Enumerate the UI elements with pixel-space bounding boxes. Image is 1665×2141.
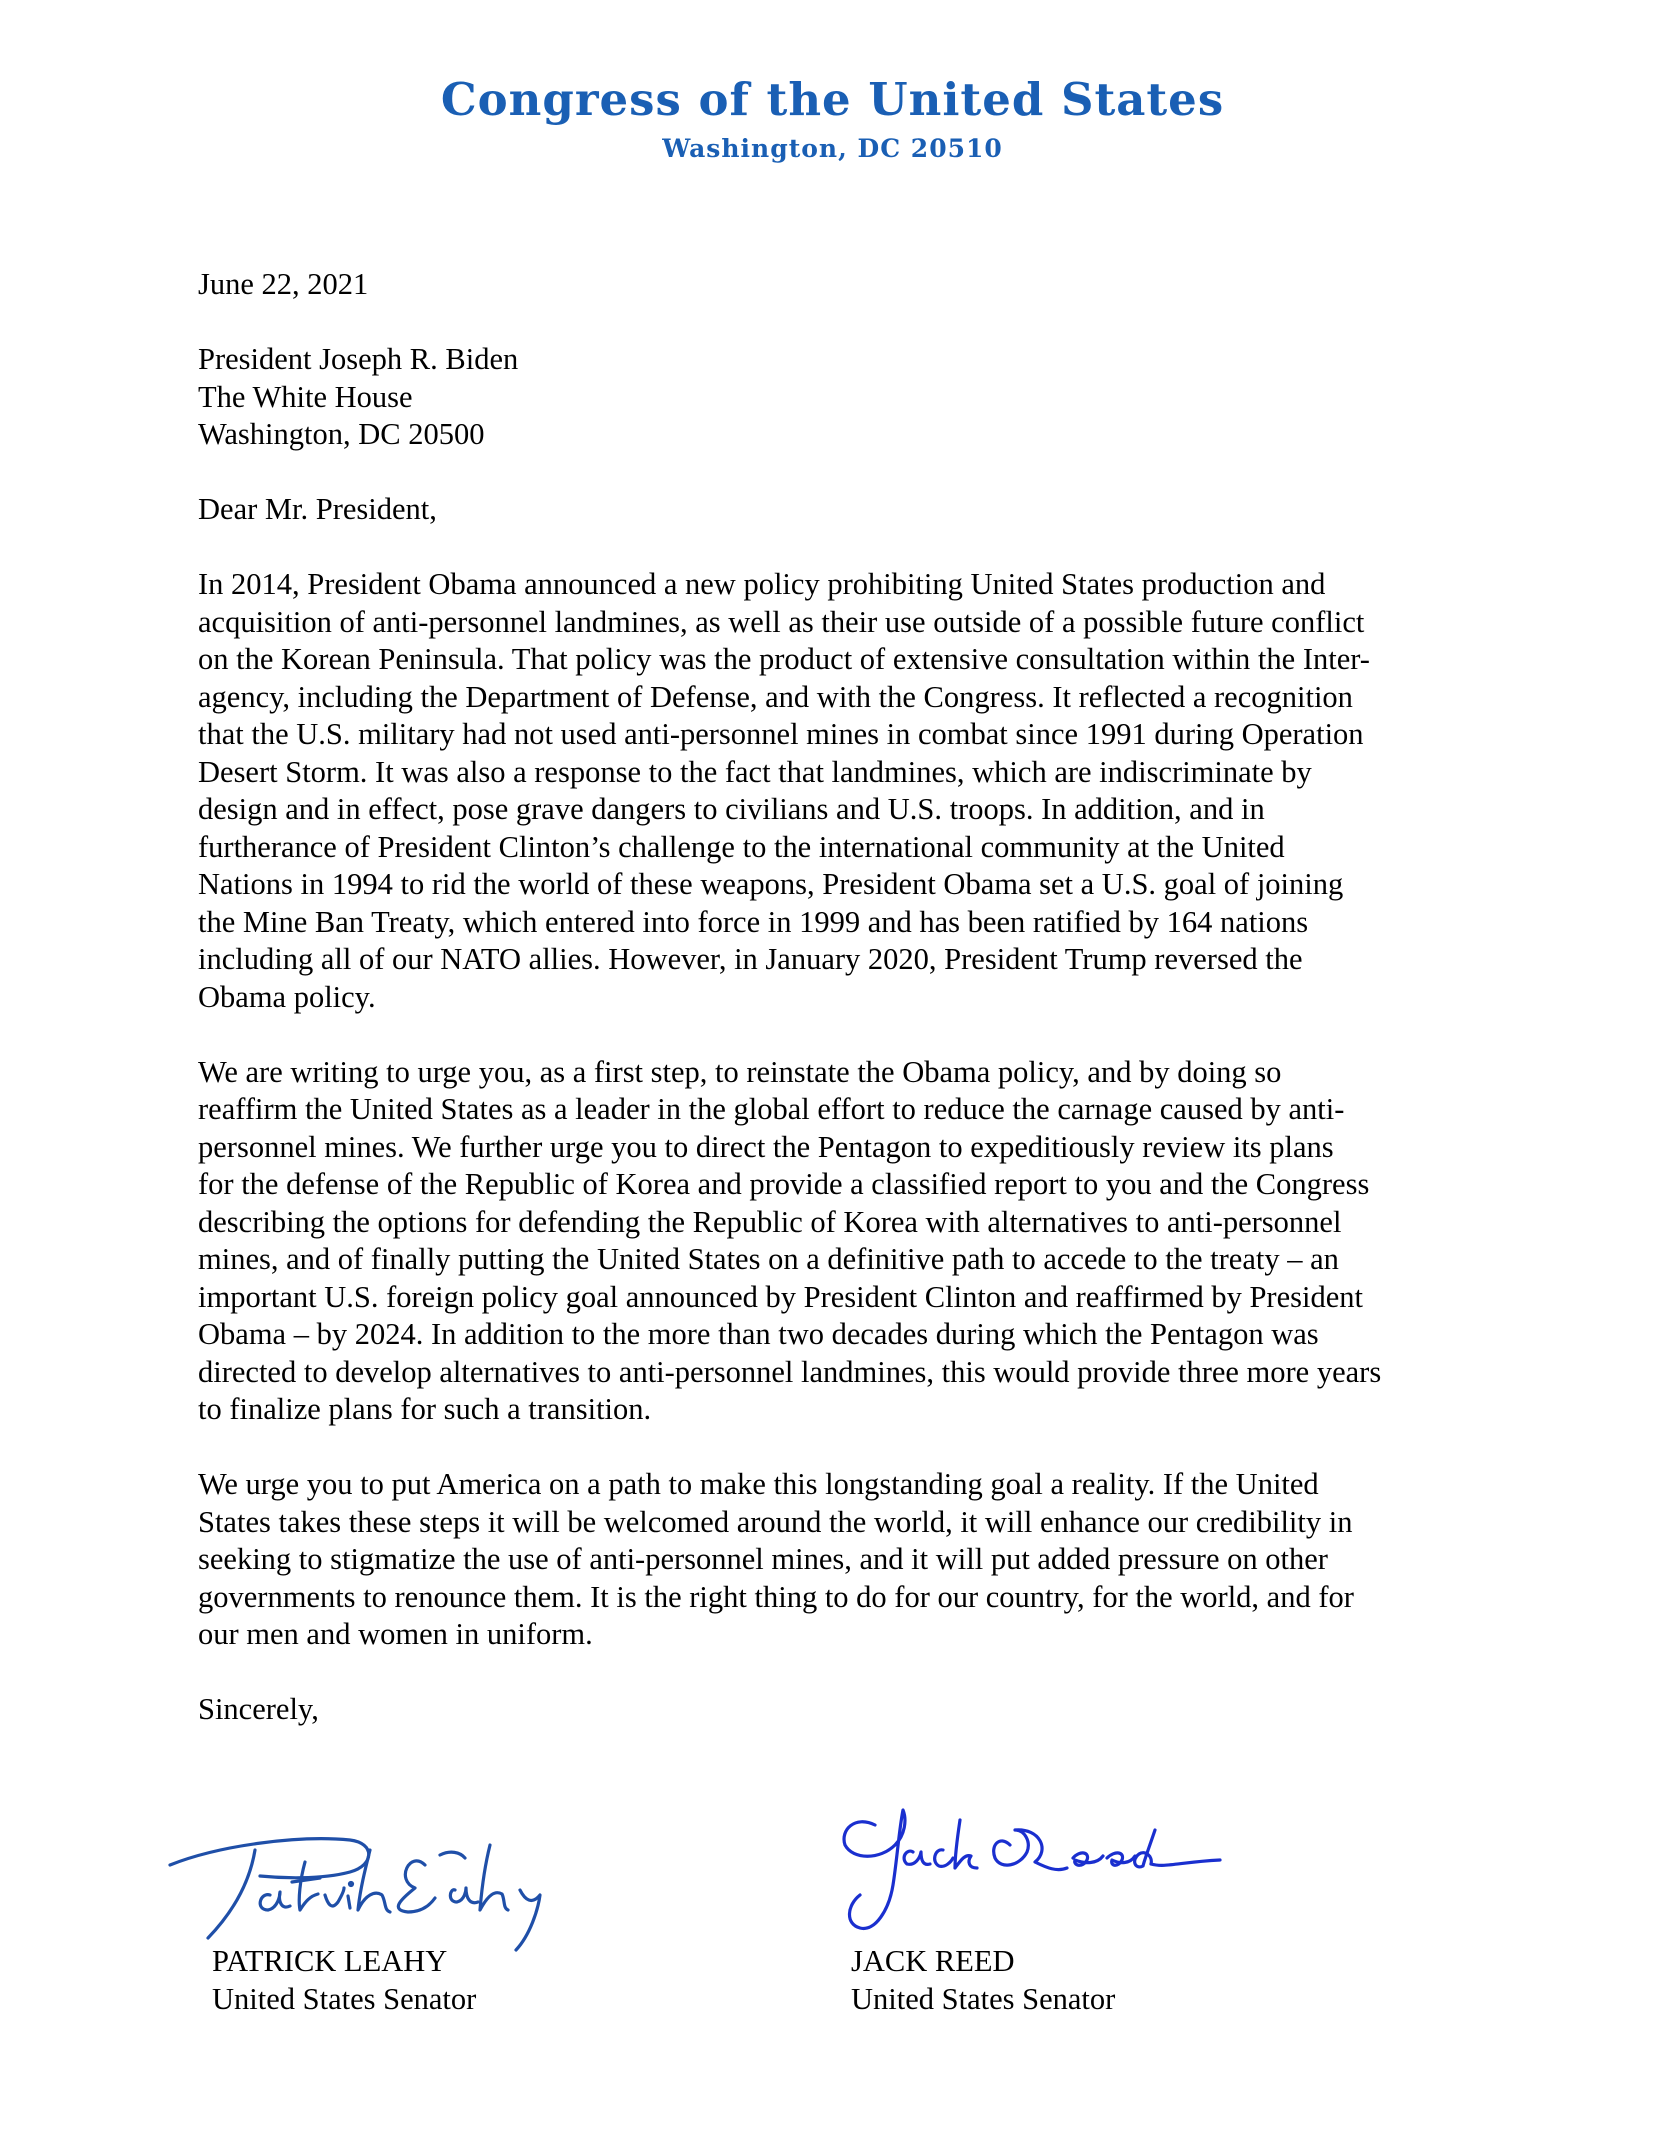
paragraph-line: for the defense of the Republic of Korea and provide a classified report to you and the Congress (198, 1167, 1370, 1201)
letter-body (198, 266, 1488, 1729)
paragraph-line: mines, and of finally putting the United States on a definitive path to accede to the treaty – an (198, 1242, 1339, 1276)
paragraph-line: our men and women in uniform. (198, 1617, 593, 1651)
paragraph-line: We are writing to urge you, as a first step, to reinstate the Obama policy, and by doing so (198, 1054, 1282, 1089)
paragraph-line: governments to renounce them. It is the right thing to do for our country, for the world, and for (198, 1579, 1354, 1614)
paragraph-line: Obama – by 2024. In addition to the more than two decades during which the Pentagon was (198, 1317, 1319, 1351)
paragraph-line: We urge you to put America on a path to make this longstanding goal a reality. If the United (198, 1467, 1319, 1501)
paragraph-line: to finalize plans for such a transition. (198, 1392, 652, 1426)
paragraph-line: acquisition of anti-personnel landmines, as well as their use outside of a possible future conflict (198, 604, 1365, 639)
paragraph-line: agency, including the Department of Defense, and with the Congress. It reflected a recognition (198, 679, 1353, 714)
signature-block-reed (851, 1943, 1115, 2018)
paragraph-line: Obama policy. (198, 979, 376, 1014)
paragraph-line: describing the options for defending the Republic of Korea with alternatives to anti-personnel (198, 1204, 1342, 1239)
signature-block-leahy (212, 1943, 476, 2018)
letter-date: June 22, 2021 (198, 267, 369, 301)
paragraph-line: on the Korean Peninsula. That policy was the product of extensive consultation within the Inter- (198, 642, 1370, 676)
signatory-title: United States Senator (212, 1981, 477, 2016)
paragraph-line: design and in effect, pose grave dangers to civilians and U.S. troops. In addition, and in (198, 792, 1265, 826)
recipient-line: The White House (198, 379, 413, 414)
recipient-line: President Joseph R. Biden (198, 342, 519, 376)
paragraph-line: reaffirm the United States as a leader in the global effort to reduce the carnage caused by anti- (198, 1092, 1345, 1126)
signatory-title: United States Senator (851, 1981, 1116, 2016)
paragraph-2 (198, 1054, 1488, 1429)
letterhead-address: Washington, DC 20510 (662, 134, 1003, 163)
recipient-address (198, 341, 1488, 454)
paragraph-line: important U.S. foreign policy goal announced by President Clinton and reaffirmed by President (198, 1279, 1363, 1314)
paragraph-line: that the U.S. military had not used anti-personnel mines in combat since 1991 during Operation (198, 717, 1364, 751)
paragraph-line: Desert Storm. It was also a response to the fact that landmines, which are indiscriminate by (198, 754, 1312, 789)
paragraph-line: including all of our NATO allies. However, in January 2020, President Trump reversed the (198, 942, 1303, 976)
paragraph-line: the Mine Ban Treaty, which entered into force in 1999 and has been ratified by 164 nations (198, 904, 1309, 939)
signatory-name: PATRICK LEAHY (212, 1944, 448, 1978)
signature-reed (835, 1790, 1225, 1935)
paragraph-line: furtherance of President Clinton’s challenge to the international community at the United (198, 829, 1285, 864)
signature-leahy (160, 1810, 610, 1955)
paragraph-line: States takes these steps it will be welcomed around the world, it will enhance our credibility in (198, 1504, 1353, 1539)
signatory-name: JACK REED (851, 1944, 1015, 1978)
closing: Sincerely, (198, 1692, 319, 1726)
paragraph-line: Nations in 1994 to rid the world of these weapons, President Obama set a U.S. goal of joining (198, 867, 1344, 901)
letterhead-title: Congress of the United States (440, 73, 1225, 126)
salutation: Dear Mr. President, (198, 492, 437, 526)
paragraph-3 (198, 1466, 1488, 1654)
paragraph-line: directed to develop alternatives to anti-personnel landmines, this would provide three more years (198, 1354, 1382, 1389)
letterhead (0, 70, 1665, 163)
paragraph-line: personnel mines. We further urge you to direct the Pentagon to expeditiously review its plans (198, 1129, 1334, 1164)
paragraph-line: In 2014, President Obama announced a new policy prohibiting United States production and (198, 567, 1326, 601)
paragraph-line: seeking to stigmatize the use of anti-personnel mines, and it will put added pressure on other (198, 1542, 1328, 1576)
recipient-line: Washington, DC 20500 (198, 417, 485, 451)
paragraph-1 (198, 566, 1488, 1016)
